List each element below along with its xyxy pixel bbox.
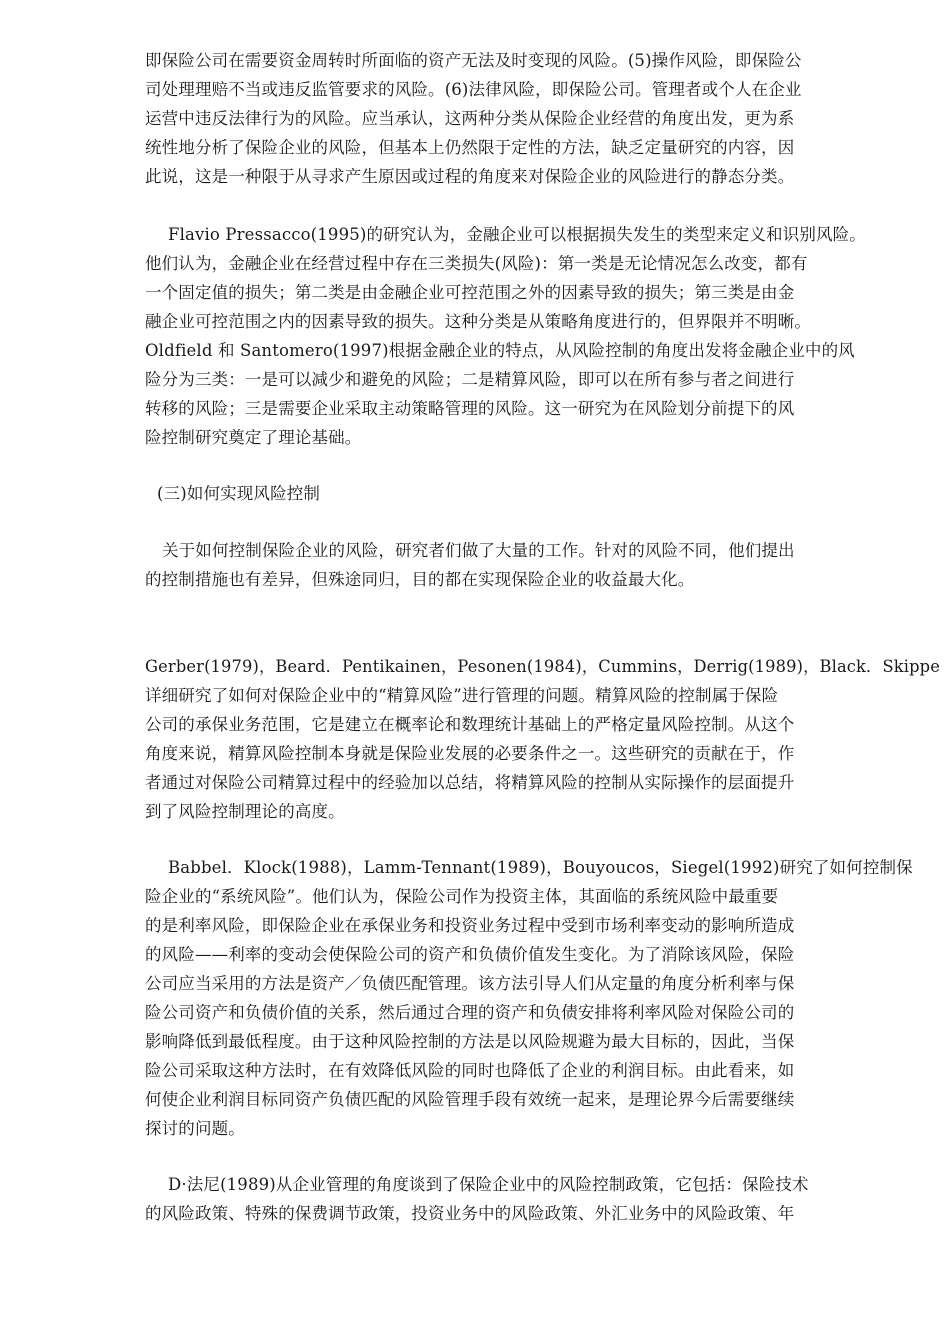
text-line: 的是利率风险，即保险企业在承保业务和投资业务过程中受到市场利率变动的影响所造成 — [145, 916, 795, 935]
text-line: 的控制措施也有差异，但殊途同归，目的都在实现保险企业的收益最大化。 — [145, 570, 695, 589]
section-heading: (三)如何实现风险控制 — [157, 484, 321, 503]
text-line: 何使企业利润目标同资产负债匹配的风险管理手段有效统一起来，是理论界今后需要继续 — [145, 1090, 795, 1109]
text-line: 探讨的问题。 — [145, 1119, 245, 1138]
text-line: 一个固定值的损失；第二类是由金融企业可控范围之外的因素导致的损失；第三类是由金 — [145, 283, 795, 302]
text-line: 角度来说，精算风险控制本身就是保险业发展的必要条件之一。这些研究的贡献在于，作 — [145, 744, 795, 763]
text-line: 的风险——利率的变动会使保险公司的资产和负债价值发生变化。为了消除该风险，保险 — [145, 945, 795, 964]
text-line: 险控制研究奠定了理论基础。 — [145, 428, 362, 447]
text-line: 影响降低到最低程度。由于这种风险控制的方法是以风险规避为最大目标的，因此，当保 — [145, 1032, 795, 1051]
text-line: 即保险公司在需要资金周转时所面临的资产无法及时变现的风险。(5)操作风险，即保险公 — [145, 51, 802, 70]
text-line: 险企业的“系统风险”。他们认为，保险公司作为投资主体，其面临的系统风险中最重要 — [145, 887, 779, 906]
text-line: 公司应当采用的方法是资产／负债匹配管理。该方法引导人们从定量的角度分析利率与保 — [145, 974, 795, 993]
text-line: Flavio Pressacco(1995)的研究认为，金融企业可以根据损失发生的类型来定义和识别风险。 — [168, 225, 866, 244]
text-line: 险分为三类：一是可以减少和避免的风险；二是精算风险，即可以在所有参与者之间进行 — [145, 370, 795, 389]
text-line: 统性地分析了保险企业的风险，但基本上仍然限于定性的方法，缺乏定量研究的内容，因 — [145, 138, 795, 157]
text-line: 转移的风险；三是需要企业采取主动策略管理的风险。这一研究为在风险划分前提下的风 — [145, 399, 795, 418]
text-line: 的风险政策、特殊的保费调节政策，投资业务中的风险政策、外汇业务中的风险政策、年 — [145, 1204, 795, 1223]
text-line: 详细研究了如何对保险企业中的“精算风险”进行管理的问题。精算风险的控制属于保险 — [145, 686, 779, 705]
text-line: 关于如何控制保险企业的风险，研究者们做了大量的工作。针对的风险不同，他们提出 — [162, 541, 795, 560]
text-line: 司处理理赔不当或违反监管要求的风险。(6)法律风险，即保险公司。管理者或个人在企业 — [145, 80, 802, 99]
text-line: 到了风险控制理论的高度。 — [145, 802, 345, 821]
text-line: 运营中违反法律行为的风险。应当承认，这两种分类从保险企业经营的角度出发，更为系 — [145, 109, 795, 128]
text-line: 此说，这是一种限于从寻求产生原因或过程的角度来对保险企业的风险进行的静态分类。 — [145, 167, 795, 186]
text-line: 他们认为，金融企业在经营过程中存在三类损失(风险)：第一类是无论情况怎么改变，都有 — [145, 254, 808, 273]
text-line: Babbel．Klock(1988)，Lamm-Tennant(1989)，Bouyoucos，Siegel(1992)研究了如何控制保 — [168, 858, 913, 877]
text-line: 险公司资产和负债价值的关系，然后通过合理的资产和负债安排将利率风险对保险公司的 — [145, 1003, 795, 1022]
text-line: D·法尼(1989)从企业管理的角度谈到了保险企业中的风险控制政策，它包括：保险技术 — [168, 1175, 809, 1194]
text-line: 公司的承保业务范围，它是建立在概率论和数理统计基础上的严格定量风险控制。从这个 — [145, 715, 795, 734]
text-line: Gerber(1979)，Beard．Pentikainen，Pesonen(1984)，Cummins，Derrig(1989)，Black．Skippe — [145, 657, 940, 676]
text-line: 者通过对保险公司精算过程中的经验加以总结，将精算风险的控制从实际操作的层面提升 — [145, 773, 795, 792]
text-line: 险公司采取这种方法时，在有效降低风险的同时也降低了企业的利润目标。由此看来，如 — [145, 1061, 795, 1080]
text-line: 融企业可控范围之内的因素导致的损失。这种分类是从策略角度进行的，但界限并不明晰。 — [145, 312, 811, 331]
text-line: Oldfield 和 Santomero(1997)根据金融企业的特点，从风险控制的角度出发将金融企业中的风 — [145, 341, 855, 360]
